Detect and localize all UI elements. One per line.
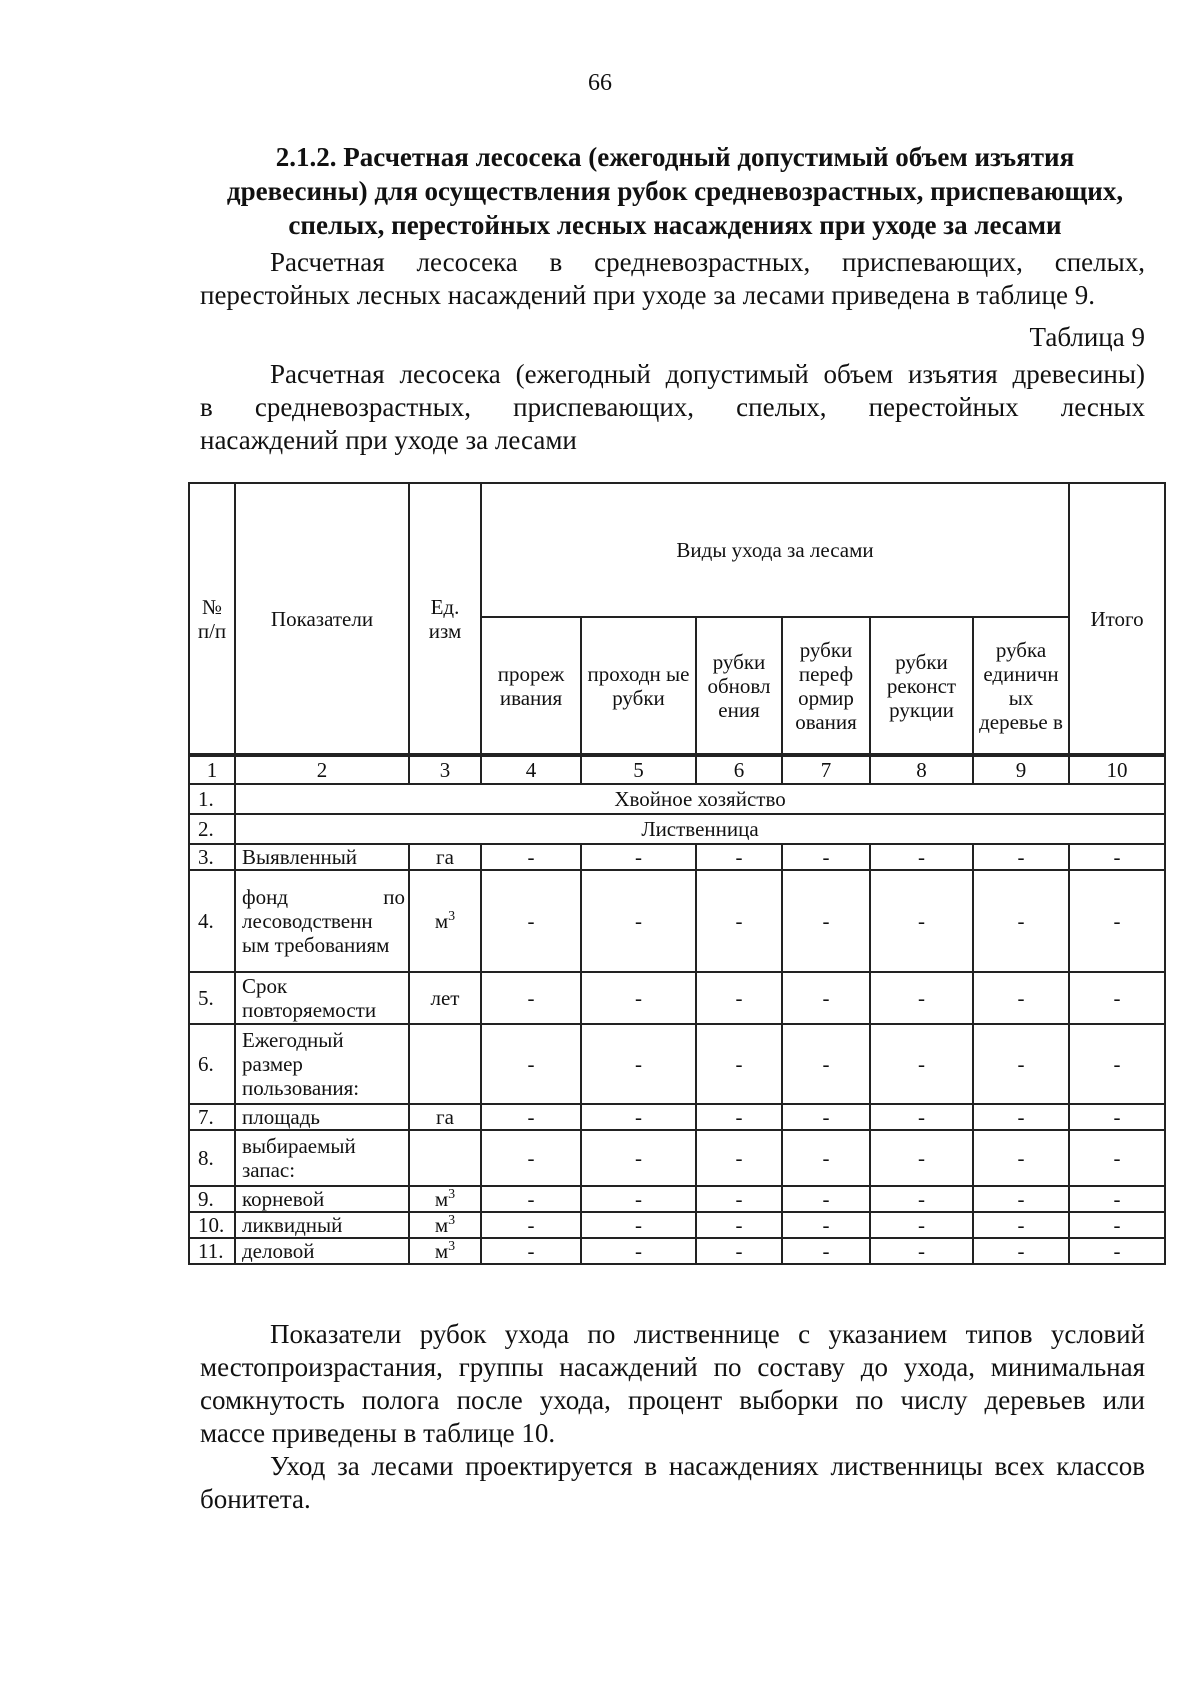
value-cell: - xyxy=(481,1024,581,1104)
row-number: 3. xyxy=(189,844,235,870)
row-unit xyxy=(409,1212,481,1238)
column-number: 5 xyxy=(581,755,696,784)
row-indicator: фонд по лесоводственн ым требованиям xyxy=(235,870,409,972)
outro-paragraph-1 xyxy=(200,1318,1145,1450)
caption-line: в средневозрастных, приспевающих, спелых, перестойных лесных xyxy=(200,392,1145,422)
column-number: 2 xyxy=(235,755,409,784)
row-number: 10. xyxy=(189,1212,235,1238)
value-cell: - xyxy=(696,1186,782,1212)
row-number: 1. xyxy=(189,784,235,814)
value-cell: - xyxy=(1069,1186,1165,1212)
outro-line: сомкнутость полога после ухода, процент выборки по числу деревьев или xyxy=(200,1385,1145,1415)
value-cell: - xyxy=(481,1212,581,1238)
value-cell: - xyxy=(973,1104,1069,1130)
table-row xyxy=(189,972,1165,1024)
row-unit xyxy=(409,870,481,972)
row-indicator: корневой xyxy=(235,1186,409,1212)
value-cell: - xyxy=(581,1130,696,1186)
value-cell: - xyxy=(782,1024,870,1104)
column-number: 6 xyxy=(696,755,782,784)
value-cell: - xyxy=(481,1186,581,1212)
unit-text: лет xyxy=(430,986,460,1010)
value-cell: - xyxy=(870,1024,973,1104)
intro-line: перестойных лесных насаждений при уходе за лесами приведена в таблице 9. xyxy=(200,280,1095,310)
row-unit xyxy=(409,1186,481,1212)
row-number: 5. xyxy=(189,972,235,1024)
outro-line: бонитета. xyxy=(200,1484,311,1514)
forest-care-table xyxy=(188,482,1166,1265)
value-cell: - xyxy=(696,1238,782,1264)
section-row xyxy=(189,814,1165,844)
unit-text: м xyxy=(434,1187,449,1211)
heading-line: 2.1.2. Расчетная лесосека (ежегодный допустимый объем изъятия xyxy=(275,142,1075,172)
value-cell: - xyxy=(870,1212,973,1238)
value-cell: - xyxy=(481,1130,581,1186)
header-num: № п/п xyxy=(189,483,235,755)
value-cell: - xyxy=(1069,1130,1165,1186)
value-cell: - xyxy=(696,1212,782,1238)
value-cell: - xyxy=(581,1212,696,1238)
table-row xyxy=(189,1186,1165,1212)
value-cell: - xyxy=(782,870,870,972)
value-cell: - xyxy=(782,1104,870,1130)
row-unit xyxy=(409,1238,481,1264)
value-cell: - xyxy=(581,972,696,1024)
row-number: 7. xyxy=(189,1104,235,1130)
column-number: 7 xyxy=(782,755,870,784)
heading-line: спелых, перестойных лесных насаждениях при уходе за лесами xyxy=(288,210,1062,240)
value-cell: - xyxy=(696,1024,782,1104)
row-number: 2. xyxy=(189,814,235,844)
column-number: 4 xyxy=(481,755,581,784)
table-row xyxy=(189,844,1165,870)
value-cell: - xyxy=(973,1212,1069,1238)
row-number: 11. xyxy=(189,1238,235,1264)
value-cell: - xyxy=(870,1104,973,1130)
value-cell: - xyxy=(973,844,1069,870)
table-label: Таблица 9 xyxy=(1029,322,1145,352)
unit-text: м xyxy=(434,909,449,933)
value-cell: - xyxy=(1069,844,1165,870)
header-care-types: Виды ухода за лесами xyxy=(481,483,1069,617)
unit-superscript: 3 xyxy=(448,909,456,924)
value-cell: - xyxy=(1069,870,1165,972)
row-number: 6. xyxy=(189,1024,235,1104)
value-cell: - xyxy=(973,870,1069,972)
value-cell: - xyxy=(870,1186,973,1212)
value-cell: - xyxy=(1069,1024,1165,1104)
column-number: 10 xyxy=(1069,755,1165,784)
column-number-row xyxy=(189,755,1165,784)
value-cell: - xyxy=(782,1238,870,1264)
value-cell: - xyxy=(973,1024,1069,1104)
value-cell: - xyxy=(1069,1104,1165,1130)
caption-line: Расчетная лесосека (ежегодный допустимый объем изъятия древесины) xyxy=(270,359,1145,389)
value-cell: - xyxy=(481,972,581,1024)
value-cell: - xyxy=(581,1186,696,1212)
value-cell: - xyxy=(581,844,696,870)
row-unit xyxy=(409,1130,481,1186)
heading-line: древесины) для осуществления рубок средневозрастных, приспевающих, xyxy=(226,176,1124,206)
outro-line: Уход за лесами проектируется в насаждениях лиственницы всех классов xyxy=(270,1451,1145,1481)
value-cell: - xyxy=(481,844,581,870)
header-reconstruction-cutting: рубки реконст рукции xyxy=(870,617,973,755)
value-cell: - xyxy=(973,1186,1069,1212)
unit-superscript: 3 xyxy=(448,1213,456,1228)
outro-line: местопроизрастания, группы насаждений по составу до ухода, минимальная xyxy=(200,1352,1145,1382)
value-cell: - xyxy=(696,1130,782,1186)
outro-line: Показатели рубок ухода по лиственнице с указанием типов условий xyxy=(270,1319,1145,1349)
row-number: 4. xyxy=(189,870,235,972)
value-cell: - xyxy=(1069,1238,1165,1264)
row-indicator: Выявленный xyxy=(235,844,409,870)
value-cell: - xyxy=(973,1130,1069,1186)
column-number: 3 xyxy=(409,755,481,784)
value-cell: - xyxy=(581,1238,696,1264)
header-indicators: Показатели xyxy=(235,483,409,755)
outro-line: массе приведены в таблице 10. xyxy=(200,1418,556,1448)
value-cell: - xyxy=(1069,1212,1165,1238)
table-caption xyxy=(200,358,1145,457)
value-cell: - xyxy=(481,870,581,972)
header-thinning: прореж ивания xyxy=(481,617,581,755)
table-row xyxy=(189,870,1165,972)
unit-text: га xyxy=(436,845,454,869)
page-number: 66 xyxy=(588,70,612,96)
value-cell: - xyxy=(581,870,696,972)
value-cell: - xyxy=(696,1104,782,1130)
unit-superscript: 3 xyxy=(448,1187,456,1202)
row-unit xyxy=(409,1104,481,1130)
row-unit xyxy=(409,1024,481,1104)
row-indicator: ликвидный xyxy=(235,1212,409,1238)
unit-superscript: 3 xyxy=(448,1239,456,1254)
value-cell: - xyxy=(696,870,782,972)
header-reformation-cutting: рубки переф ормир ования xyxy=(782,617,870,755)
unit-text: га xyxy=(436,1105,454,1129)
value-cell: - xyxy=(870,844,973,870)
unit-text: м xyxy=(434,1239,449,1263)
column-number: 1 xyxy=(189,755,235,784)
column-number: 8 xyxy=(870,755,973,784)
value-cell: - xyxy=(481,1238,581,1264)
value-cell: - xyxy=(782,1130,870,1186)
value-cell: - xyxy=(1069,972,1165,1024)
value-cell: - xyxy=(870,972,973,1024)
section-label: Хвойное хозяйство xyxy=(235,784,1165,814)
row-indicator: Срок повторяемости xyxy=(235,972,409,1024)
header-single-tree-cutting: рубка единичн ых деревье в xyxy=(973,617,1069,755)
table-row xyxy=(189,1024,1165,1104)
value-cell: - xyxy=(870,1130,973,1186)
value-cell: - xyxy=(870,1238,973,1264)
value-cell: - xyxy=(696,972,782,1024)
value-cell: - xyxy=(782,1186,870,1212)
row-indicator: выбираемый запас: xyxy=(235,1130,409,1186)
table-row xyxy=(189,1104,1165,1130)
section-heading xyxy=(200,140,1150,242)
intro-paragraph xyxy=(200,246,1145,312)
table-row xyxy=(189,1212,1165,1238)
header-unit: Ед. изм xyxy=(409,483,481,755)
unit-text: м xyxy=(434,1213,449,1237)
value-cell: - xyxy=(581,1024,696,1104)
section-label: Лиственница xyxy=(235,814,1165,844)
outro-paragraph-2 xyxy=(200,1450,1145,1516)
column-number: 9 xyxy=(973,755,1069,784)
table-row xyxy=(189,1238,1165,1264)
value-cell: - xyxy=(782,844,870,870)
value-cell: - xyxy=(782,1212,870,1238)
value-cell: - xyxy=(581,1104,696,1130)
header-passage-cutting: проходн ые рубки xyxy=(581,617,696,755)
row-unit xyxy=(409,844,481,870)
table-row xyxy=(189,1130,1165,1186)
row-indicator: деловой xyxy=(235,1238,409,1264)
header-renewal-cutting: рубки обновл ения xyxy=(696,617,782,755)
row-unit xyxy=(409,972,481,1024)
value-cell: - xyxy=(973,972,1069,1024)
value-cell: - xyxy=(782,972,870,1024)
row-indicator: площадь xyxy=(235,1104,409,1130)
row-number: 8. xyxy=(189,1130,235,1186)
caption-line: насаждений при уходе за лесами xyxy=(200,425,577,455)
value-cell: - xyxy=(973,1238,1069,1264)
intro-line: Расчетная лесосека в средневозрастных, приспевающих, спелых, xyxy=(270,247,1145,277)
header-total: Итого xyxy=(1069,483,1165,755)
section-row xyxy=(189,784,1165,814)
value-cell: - xyxy=(481,1104,581,1130)
row-number: 9. xyxy=(189,1186,235,1212)
value-cell: - xyxy=(696,844,782,870)
value-cell: - xyxy=(870,870,973,972)
row-indicator: Ежегодный размер пользования: xyxy=(235,1024,409,1104)
